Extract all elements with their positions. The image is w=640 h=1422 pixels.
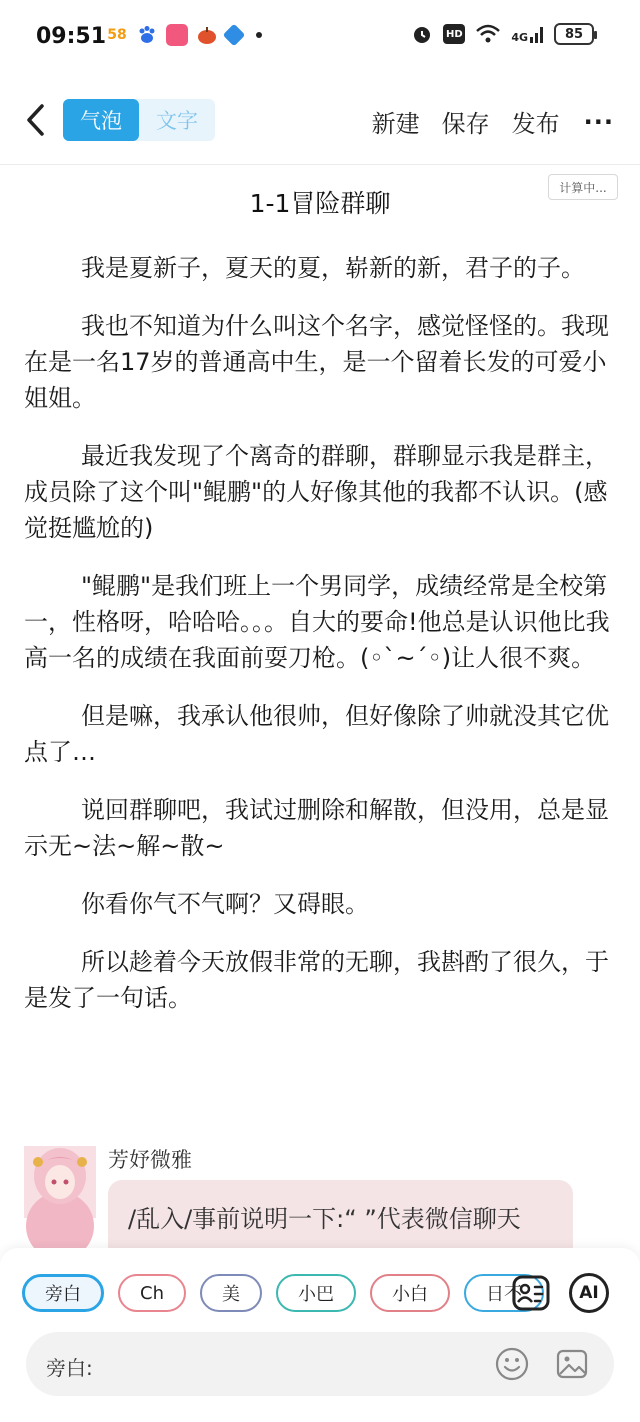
paragraph: 你看你气不气啊？又碍眼。 bbox=[81, 890, 369, 918]
pumpkin-app-icon bbox=[196, 24, 218, 46]
paragraph: 最近我发现了个离奇的群聊，群聊显示我是群主，成员除了这个叫"鲲鹏"的人好像其他的我都不认识。(感觉挺尴尬的) bbox=[24, 442, 609, 542]
paragraph: 但是嘛，我承认他很帅，但好像除了帅就没其它优点了… bbox=[24, 702, 609, 766]
baidu-paw-icon bbox=[136, 24, 158, 46]
system-icons bbox=[411, 23, 594, 45]
avatar[interactable] bbox=[24, 1146, 96, 1218]
chevron-left-icon bbox=[25, 103, 45, 137]
emoji-button[interactable] bbox=[494, 1346, 530, 1382]
back-button[interactable] bbox=[20, 100, 50, 140]
role-chip[interactable]: 美 bbox=[200, 1274, 262, 1312]
paragraph: 我也不知道为什么叫这个名字，感觉怪怪的。我现在是一名17岁的普通高中生，是一个留着长发的可爱小姐姐。 bbox=[24, 312, 609, 412]
paragraph: 我是夏新子，夏天的夏，崭新的新，君子的子。 bbox=[81, 254, 585, 282]
role-chips bbox=[22, 1274, 522, 1314]
more-notifications-dot bbox=[256, 32, 262, 38]
toolbar-actions bbox=[350, 104, 614, 139]
contact-card-icon bbox=[511, 1273, 551, 1313]
wifi-icon bbox=[475, 24, 501, 44]
ai-button[interactable] bbox=[568, 1272, 610, 1314]
paragraph: 说回群聊吧，我试过删除和解散，但没用，总是显示无~法~解~散~ bbox=[24, 796, 609, 860]
chapter-body[interactable] bbox=[24, 250, 614, 1038]
speaker-name: 芳妤微雅 bbox=[108, 1148, 192, 1172]
role-chip[interactable]: 日不 bbox=[464, 1274, 544, 1312]
mode-switch bbox=[63, 99, 215, 141]
chapter-title[interactable]: 1-1冒险群聊 bbox=[249, 189, 391, 218]
editor-toolbar bbox=[0, 88, 640, 156]
role-chip-narration[interactable]: 旁白 bbox=[22, 1274, 104, 1312]
image-icon bbox=[555, 1347, 589, 1381]
role-chip[interactable]: 小白 bbox=[370, 1274, 450, 1312]
battery-indicator: 85 bbox=[554, 23, 594, 45]
mode-bubble-tab[interactable]: 气泡 bbox=[63, 99, 139, 141]
more-options-button[interactable]: ··· bbox=[583, 107, 614, 136]
paragraph: 所以趁着今天放假非常的无聊，我斟酌了很久，于是发了一句话。 bbox=[24, 948, 609, 1012]
role-chip[interactable]: 小巴 bbox=[276, 1274, 356, 1312]
ai-icon: AI bbox=[569, 1273, 609, 1313]
role-manager-button[interactable] bbox=[510, 1272, 552, 1314]
composer-input[interactable] bbox=[26, 1332, 614, 1396]
smiley-icon bbox=[495, 1347, 529, 1381]
pink-app-icon bbox=[166, 24, 188, 46]
word-count-status-badge: 计算中... bbox=[548, 174, 618, 200]
toolbar-divider bbox=[0, 164, 640, 165]
hd-voice-icon: HD bbox=[443, 24, 465, 44]
notification-icons bbox=[106, 24, 262, 46]
blue-app-icon bbox=[223, 24, 246, 47]
composer-role-prefix: 旁白: bbox=[46, 1356, 93, 1380]
signal-icon: 4G bbox=[511, 25, 544, 43]
publish-button[interactable]: 发布 bbox=[511, 110, 560, 138]
status-time: 09:51 bbox=[36, 24, 107, 49]
save-button[interactable]: 保存 bbox=[441, 110, 490, 138]
new-button[interactable]: 新建 bbox=[371, 110, 420, 138]
chat-bubble[interactable]: /乱入/事前说明一下:“ ”代表微信聊天 bbox=[108, 1180, 573, 1290]
role-chip[interactable]: Ch bbox=[118, 1274, 186, 1312]
image-button[interactable] bbox=[554, 1346, 590, 1382]
app-58-icon: 58 bbox=[107, 27, 127, 43]
status-bar bbox=[0, 0, 640, 72]
paragraph: "鲲鹏"是我们班上一个男同学，成绩经常是全校第一，性格呀，哈哈哈。。。自大的要命!他总是认识他比我高一名的成绩在我面前耍刀枪。(◦`~´◦)让人很不爽。 bbox=[24, 572, 610, 672]
composer-panel bbox=[0, 1248, 640, 1422]
mode-text-tab[interactable]: 文字 bbox=[156, 109, 198, 133]
alarm-icon bbox=[411, 23, 433, 45]
